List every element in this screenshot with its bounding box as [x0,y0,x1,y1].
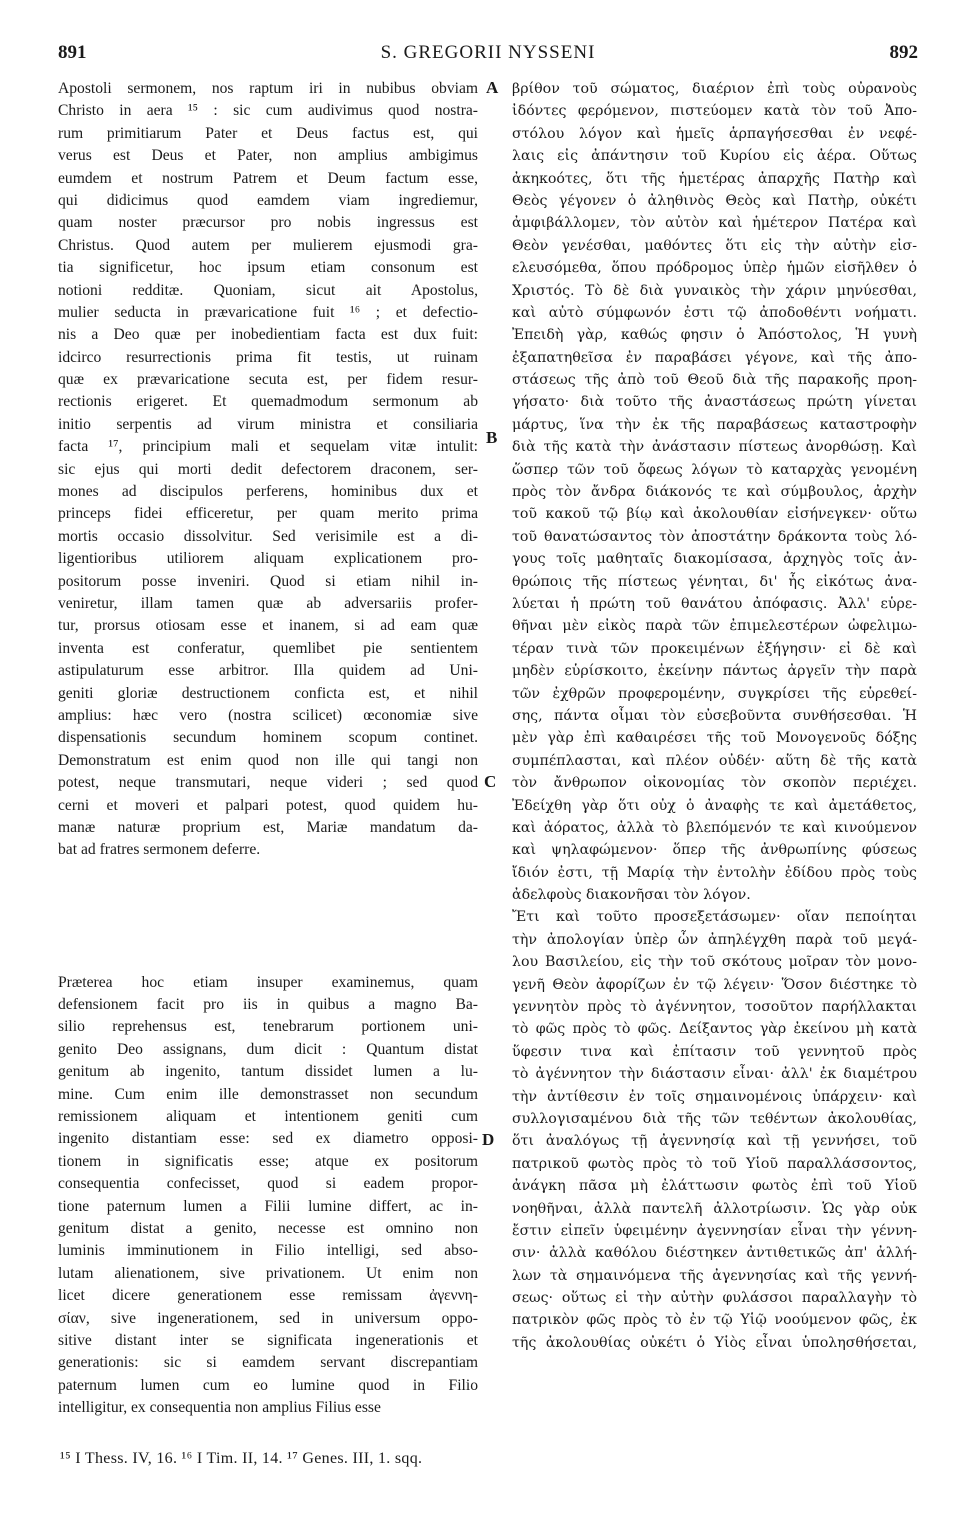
section-marker-d: D [482,1130,495,1149]
latin-column [58,78,478,1419]
text-line: tione paternum lumen a Filii lumine differt, ac in- [58,1197,478,1215]
text-line: συλλογισαμένου διὰ τῆς τῶν τεθέντων ἀκολουθίας, [512,1110,917,1127]
section-marker-c: C [484,772,497,791]
text-line: ἐξαπατηθεῖσα ἐν παραβάσει γέγονε, καὶ τῆς ἀπο- [512,349,917,366]
footnotes: ¹⁵ I Thess. IV, 16. ¹⁶ I Tim. II, 14. ¹⁷ Genes. III, 1. sqq. [60,1450,423,1467]
text-line: sic ejus qui morti dedit defectorem draconem, ser- [58,460,478,478]
text-line: Θεὸν γενέσθαι, μαθόντες ὅτι εἰς τὴν αὐτὴν εἰσ- [512,237,917,254]
text-line: genitum ab ingenito, tantum dissidet lumen a lu- [58,1063,478,1081]
text-line: γενῆ Θεὸν ἀφορίζων ἐν τῷ λέγειν· Ὅσον διέστηκε τὸ [512,976,917,993]
text-line: notioni redditæ. Quoniam, sicut ait Apostolus, [58,281,478,299]
text-line: πρὸς τὸν ἄνδρα διάκονός τε καὶ σύμβουλος, ἀρχὴν [512,484,917,501]
text-line: cerni et moveri et palpari potest, quod quidem hu- [58,796,478,814]
text-line: τὸν ἄνθρωπον οἰκονομίας τὸν σκοπὸν περιέχει. [512,775,917,792]
text-line: amplius: hæc vero (nostra scilicet) œconomiæ sive [58,706,478,724]
text-line: συμπέπλασται, καὶ πλέον οὐδέν· αὕτη δὲ τῆς κατὰ [512,752,917,769]
text-line: λων τὰ σημαινόμενα τῆς ἀγεννησίας καὶ τῆς γεννή- [512,1267,917,1284]
text-line: quam noster præcursor pro nobis ingressus est [58,214,478,232]
text-line: Θεὸς γέγονεν ὁ ἀληθινὸς Θεὸς καὶ Πατὴρ, οὐκέτι [512,192,917,209]
text-line: πατρικὸν φῶς πρὸς τὸ ἐν τῷ Υἱῷ νοούμενον φῶς, ἐκ [512,1312,917,1329]
text-line: genito Deo assignans, dum dicit : Quantum distat [58,1040,478,1058]
text-line: nis a Deo quæ per inobedientiam facta est dux fuit: [58,326,478,344]
text-line: Ἐδείχθη γὰρ ὅτι οὐχ ὁ ἀναφὴς τε καὶ ἀμετάθετος, [512,797,917,814]
text-line: ὅτι ἀναλόγως τῇ ἀγεννησίᾳ καὶ τῇ γεννήσει, τοῦ [512,1133,917,1150]
text-line: consequentia confecisset, quod si eadem propor- [58,1175,478,1193]
text-line: τῆς ἀκολουθίας οὐκέτι ὁ Υἱὸς εἶναι ὑπολησθήσεται, [512,1334,917,1351]
text-line: Ἔτι καὶ τοῦτο προσεξετάσωμεν· οἵαν πεποίηται [512,909,917,926]
text-line: idcirco resurrectionis prima fit testis, ut ruinam [58,348,478,366]
text-line: καὶ ψηλαφώμενον· ὅπερ τῆς ἀνθρωπίνης φύσεως [512,842,917,859]
text-line: σης, πάντα οἶμαι τὸν εὐσεβοῦντα συνθήσεσθαι. Ἡ [512,707,917,724]
text-line: τὴν ἀπολογίαν ὑπὲρ ὧν ἀπηλέγχθη παρὰ τοῦ μεγά- [512,931,917,948]
text-line: tionem in significatis esse; atque ex positorum [58,1152,478,1170]
text-line: στάσεως τῆς ἀπὸ τοῦ Θεοῦ διὰ τῆς παρακοῆς προη- [512,372,917,389]
page-number-left: 891 [58,42,87,63]
text-line: astipulaturum esse arbitror. Illa quidem ad Uni- [58,662,478,680]
text-line: ἀμφιβάλλομεν, τὸν αὐτὸν καὶ ἡμέτερον Πατέρα καὶ [512,215,917,232]
text-line: Demonstratum est enim quod non ille qui tangi non [58,751,478,769]
text-line: eumdem et nostrum Patrem et Deum factum esse, [58,169,478,187]
text-line: genitum distat a genito, necesse est omnino non [58,1219,478,1237]
text-line: τὸ φῶς πρὸς τὸ φῶς. Δείξαντος γὰρ ἐκείνου μὴ κατὰ [512,1021,917,1038]
section-marker-a: A [486,78,499,97]
text-line: ligentioribus utiliorem aliquam explicationem pro- [58,550,478,568]
text-line: tur, prorsus otiosam esse et inanem, si ad eam quæ [58,617,478,635]
text-line: mones ad discipulos perferens, hominibus dux et [58,483,478,501]
text-line: σεως· οὕτως εἰ τὴν αὐτὴν φυλάσσοι παραλλαγὴν τὸ [512,1290,917,1307]
text-line: μὲν γὰρ ἐπὶ καθαιρέσει τῆς τοῦ Μονογενοῦς δόξης [512,730,917,747]
text-line: quæ ex prævaricatione secuta est, per fidem resur- [58,371,478,389]
text-line: verus est Deus et Pater, non amplius ambigimus [58,147,478,165]
text-line: γήσατο· διὰ τοῦτο τῆς ἀναστάσεως πρώτη γίνεται [512,394,917,411]
section-marker-b: B [486,428,498,447]
text-line: mine. Cum enim ille demonstrasset non secundum [58,1085,478,1103]
text-line: mulier seducta in prævaricatione fuit ¹⁶ ; et defectio- [58,303,478,321]
text-line: bat ad fratres sermonem deferre. [58,841,261,859]
text-line: μάρτυς, ἵνα τὴν ἐκ τῆς παραβάσεως καταστροφὴν [512,416,917,433]
text-line: διὰ τῆς κατὰ τὴν ἀνάστασιν πίστεως ἀνορθώσῃ. Καὶ [512,439,917,456]
text-line: λαις εἰς ἀπάντησιν τοῦ Κυρίου εἰς ἀέρα. Οὕτως [512,148,917,165]
text-line: facta ¹⁷, principium mali et sequelam vitæ intulit: [58,438,478,456]
text-line: σιν· ἀλλὰ καθόλου διέστηκεν ἀντιθετικῶς ἀπ' ἀλλή- [512,1245,917,1262]
text-line: princeps fidei efficeretur, per quam merito prima [58,505,478,523]
text-line: τὴν ἀντίθεσιν ἐν τοῖς σημαινομένοις ὑπάρχειν· καὶ [512,1088,917,1105]
text-line: Christo in aera ¹⁵ : sic cum audivimus quod nostra- [58,102,478,120]
text-line: inventa est conferatur, quemlibet pie sentientem [58,639,478,657]
text-line: Ἐπειδὴ γὰρ, καθώς φησιν ὁ Ἀπόστολος, Ἡ γυνὴ [512,327,917,344]
text-line: θῆναι μὲν εἰκὸς παρὰ τῶν ἐπιμελεστέρων ὠφελιμω- [512,618,917,635]
text-line: καὶ αὐτὸ σύμφωνόν ἐστι τῷ ἀποδοθέντι νοήματι. [512,304,917,321]
text-line: defensionem facit pro iis in quibus a magno Ba- [58,996,478,1014]
text-line: τῶν ἐχθρῶν προφερομένην, συγκρίσει τῆς εὑρεθεί- [512,685,917,702]
text-line: positorum posse inveniri. Quod si etiam nihil in- [58,572,478,590]
text-line: qui didicimus quod eamdem viam ingrediemur, [58,191,478,209]
text-line: ἰδόντες φερόμενον, πιστεύομεν κατὰ τὸν τοῦ Ἀπο- [512,103,917,120]
text-line: πατρικοῦ φωτὸς πρὸς τὸ τοῦ Υἱοῦ παραλλάσσοντος, [512,1155,917,1172]
text-line: μηδὲν εὑρίσκοιτο, ἐκείνην πάντως ἀργεῖν τὴν παρὰ [512,663,917,680]
running-title: S. GREGORII NYSSENI [380,42,596,63]
text-line: Christus. Quod autem per mulierem ejusmodi gra- [58,236,478,254]
text-line: ἀδελφοὺς διακονῆσαι τὸν λόγον. [512,887,751,904]
text-line: τὸ ἀγέννητον τὴν διάστασιν εἶναι· ἀλλ' ἐκ διαμέτρου [512,1066,917,1083]
text-line: ingenito distantiam esse: sed ex diametro opposi- [58,1130,478,1148]
text-line: ὥσπερ τῶν τοῦ ὄφεως λόγων τὸ καταρχὰς γενομένη [512,461,917,478]
text-line: tia significetur, hoc ipsum etiam consonum est [58,259,478,277]
text-line: γεννητὸν πρὸς τὸ ἀγέννητον, τοσοῦτον παρήλλακται [512,999,917,1016]
text-line: τέραν τινὰ τῶν προκειμένων ἐξήγησιν· εἰ δὲ καὶ [512,640,917,657]
text-line: βρίθον τοῦ σώματος, διαέριον ἐπὶ τοὺς οὐρανοὺς [512,81,917,97]
text-line: licet dicere generationem esse remissam ἀγεννη- [58,1287,478,1305]
text-line: potest, neque transmutari, neque videri ; sed quod [58,774,478,792]
text-line: λύεται ἡ πρώτη τοῦ θανάτου ἀπόφασις. Ἀλλ' εὑρε- [512,595,917,612]
text-line: silio reprehensus est, tenebrarum portionem uni- [58,1018,478,1036]
text-line: intelligitur, ex consequentia non amplius Filius esse [58,1399,381,1417]
paragraph-gap [58,862,478,972]
text-line: νοηθῆναι, ἀλλὰ παντελῆ ἀλλοτρίωσιν. Ὡς γὰρ οὐκ [512,1200,917,1217]
text-line: rectionis erigeret. Et quemadmodum sermonum ab [58,393,478,411]
text-line: geniti gloriæ destructionem conficta est, et nihil [58,684,478,702]
text-line: στόλου λόγον καὶ ἡμεῖς ἁρπαγήσεσθαι ἐν νεφέ- [512,125,917,142]
text-line: rum primitiarum Pater et Deus factus est, qui [58,124,478,142]
text-line: initio serpentis ad virum ministra et consiliaria [58,415,478,433]
text-line: luminis imminutionem in Filio intelligi, sed abso- [58,1242,478,1260]
text-line: lutam alienationem, sive privationem. Ut enim non [58,1264,478,1282]
text-line: λου Βασιλείου, εἰς τὴν τοῦ σκότους μοῖραν τὸν μονο- [512,954,917,971]
text-line: Χριστός. Τὸ δὲ διὰ γυναικὸς τὴν χάριν μηνύεσθαι, [512,282,917,299]
text-line: sitive distant inter se significata ingenerationis et [58,1331,478,1349]
greek-column [512,78,917,1354]
text-line: ἔστιν εἰπεῖν ὑφειμένην ἀγεννησίαν εἶναι τὴν γέννη- [512,1222,917,1239]
text-line: Præterea hoc etiam insuper examinemus, quam [58,973,478,991]
text-line: ὕφεσιν τινα καὶ ἐπίτασιν τοῦ γεννητοῦ πρὸς [512,1043,917,1060]
text-line: remissionem aliquam et intentionem geniti cum [58,1108,478,1126]
text-line: τοῦ θανατώσαντος τὸν ἀποστάτην δράκοντα τοὺς λό- [512,528,917,545]
text-line: ἀνάγκη πᾶσα μὴ ἐλάττωσιν φωτὸς ἐπὶ τοῦ Υἱοῦ [512,1178,917,1195]
text-line: manæ naturæ proprium est, Mariæ mandatum da- [58,818,478,836]
text-line: Apostoli sermonem, nos raptum iri in nubibus obviam [58,80,478,97]
text-line: ἴδιόν ἐστι, τῇ Μαρίᾳ τὴν ἐντολὴν ἐδίδου πρὸς τοὺς [512,864,917,881]
text-line: ἀκηκοότες, ὅτι τῆς ἡμετέρας ἀπαρχῆς Πατὴρ καὶ [512,170,917,187]
page-header [58,42,918,70]
text-line: mortis occasio dissolvitur. Sed verisimile est a di- [58,527,478,545]
text-line: paternum lumen cum eo lumine quod in Filio [58,1376,478,1394]
text-line: veniretur, illam tamen quæ ab adversariis profer- [58,594,478,612]
text-line: καὶ ἀόρατος, ἀλλὰ τὸ βλεπόμενόν τε καὶ κινούμενον [512,819,917,836]
text-line: ελευσόμεθα, ὅπου πρόδρομος ὑπὲρ ἡμῶν εἰσῆλθεν ὁ [512,260,917,277]
page-number-right: 892 [889,42,918,63]
text-line: generationis: sic si eamdem servant discrepantiam [58,1354,478,1372]
text-line: θρώποις τῆς πίστεως γένηται, δι' ἧς εἰκότως ἀνα- [512,573,917,590]
text-line: dispensationis secundum hominem scopum continet. [58,729,478,747]
text-line: σίαν, sive ingenerationem, sed in universum oppo- [58,1309,478,1327]
text-line: τοῦ κακοῦ τῷ βίῳ καὶ ἀκολουθίαν εἰσήνεγκεν· οὕτω [512,506,917,523]
text-line: γους τοῖς μαθηταῖς διακομίσασα, ἀρχηγὸς τοῖς ἀν- [512,551,917,568]
